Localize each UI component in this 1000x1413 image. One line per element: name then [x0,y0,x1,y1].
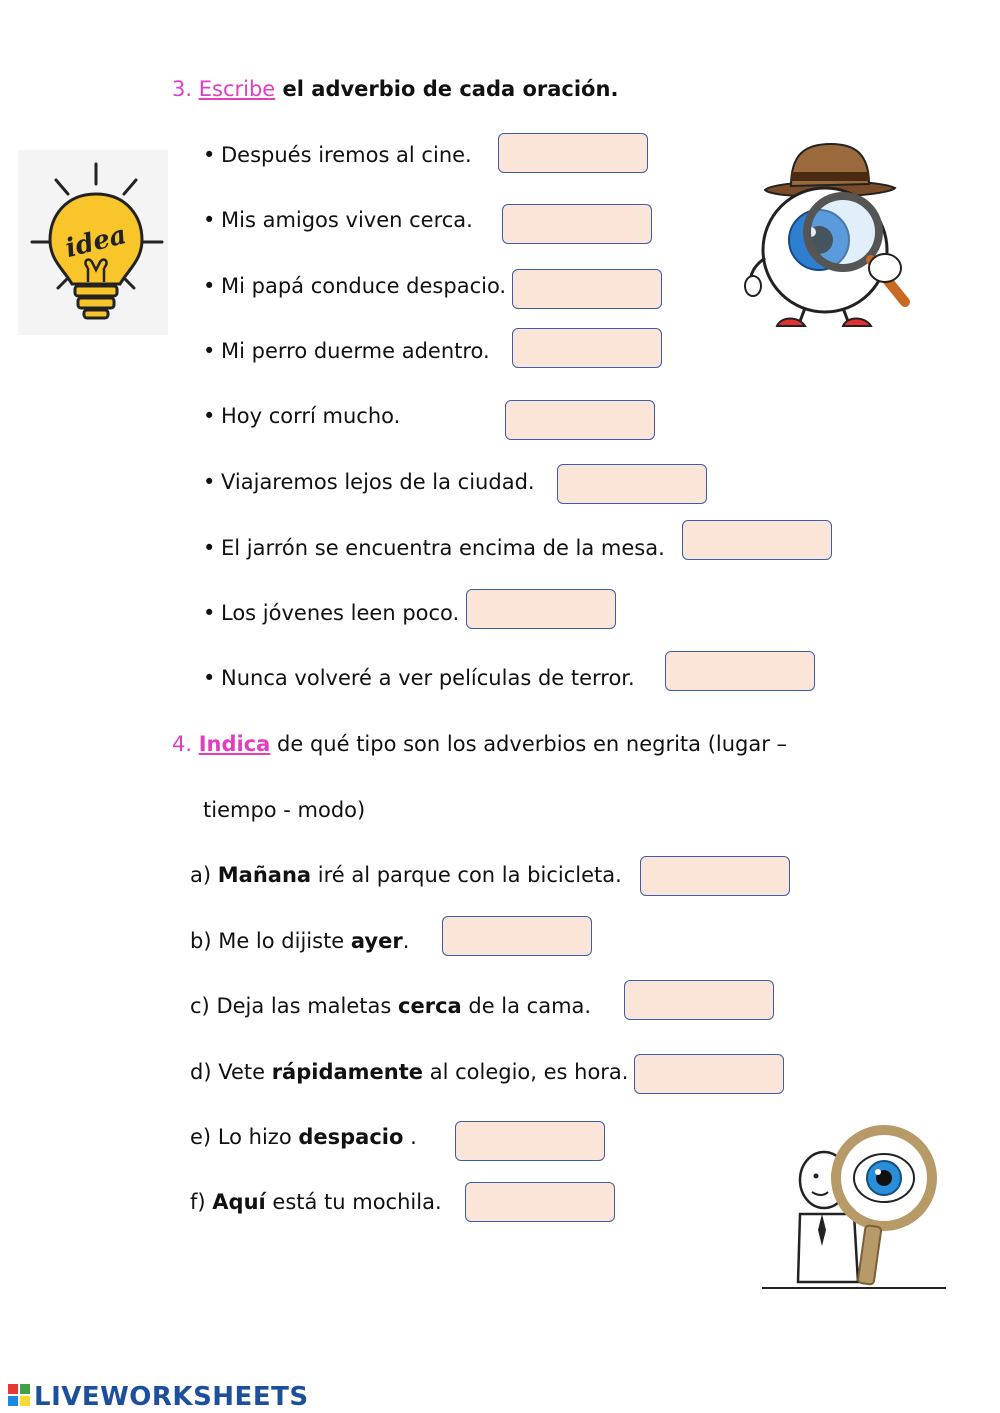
lightbulb-icon [18,150,168,335]
eye-detective-icon [735,140,925,340]
section3-keyword: Escribe [198,77,276,101]
s3-item-7: • El jarrón se encuentra encima de la mesa. [203,536,665,560]
s4-item-a: a) Mañana iré al parque con la bicicleta. [190,863,622,887]
s3-answer-5[interactable] [505,400,655,440]
s3-answer-4[interactable] [512,328,662,368]
bulb-text: idea [62,220,130,264]
liveworksheets-logo [8,1382,309,1412]
s3-answer-7[interactable] [682,520,832,560]
section3-instruction: el adverbio de cada oración. [275,77,619,101]
section3-heading [172,75,618,103]
man-magnifier-icon [758,1122,950,1292]
s3-answer-8[interactable] [466,589,616,629]
s3-item-5: • Hoy corrí mucho. [203,404,401,428]
s3-item-1: • Después iremos al cine. [203,143,472,167]
section4-number: 4. [172,732,193,756]
s4-answer-b[interactable] [442,916,592,956]
s3-item-9: • Nunca volveré a ver películas de terror. [203,666,635,690]
s4-item-c: c) Deja las maletas cerca de la cama. [190,994,592,1018]
s3-item-2: • Mis amigos viven cerca. [203,208,473,232]
logo-text: LIVEWORKSHEETS [34,1382,309,1412]
s3-answer-1[interactable] [498,133,648,173]
s3-item-4: • Mi perro duerme adentro. [203,339,490,363]
s3-item-3: • Mi papá conduce despacio. [203,274,507,298]
s3-answer-6[interactable] [557,464,707,504]
s4-item-b: b) Me lo dijiste ayer. [190,929,410,953]
s4-item-e: e) Lo hizo despacio . [190,1125,417,1149]
section4-instruction: de qué tipo son los adverbios en negrita (lugar – [270,732,788,756]
logo-mark-icon [8,1384,30,1408]
s4-item-d: d) Vete rápidamente al colegio, es hora. [190,1060,629,1084]
section4-keyword: Indica [198,732,271,756]
s3-answer-9[interactable] [665,651,815,691]
s3-answer-2[interactable] [502,204,652,244]
s3-answer-3[interactable] [512,269,662,309]
s4-answer-c[interactable] [624,980,774,1020]
section4-instruction-line2: tiempo - modo) [203,798,366,822]
s4-answer-e[interactable] [455,1121,605,1161]
s3-item-8: • Los jóvenes leen poco. [203,601,460,625]
s4-item-f: f) Aquí está tu mochila. [190,1190,442,1214]
section4-heading [172,730,787,758]
section3-number: 3. [172,77,193,101]
s3-item-6: • Viajaremos lejos de la ciudad. [203,470,535,494]
s4-answer-f[interactable] [465,1182,615,1222]
s4-answer-d[interactable] [634,1054,784,1094]
s4-answer-a[interactable] [640,856,790,896]
